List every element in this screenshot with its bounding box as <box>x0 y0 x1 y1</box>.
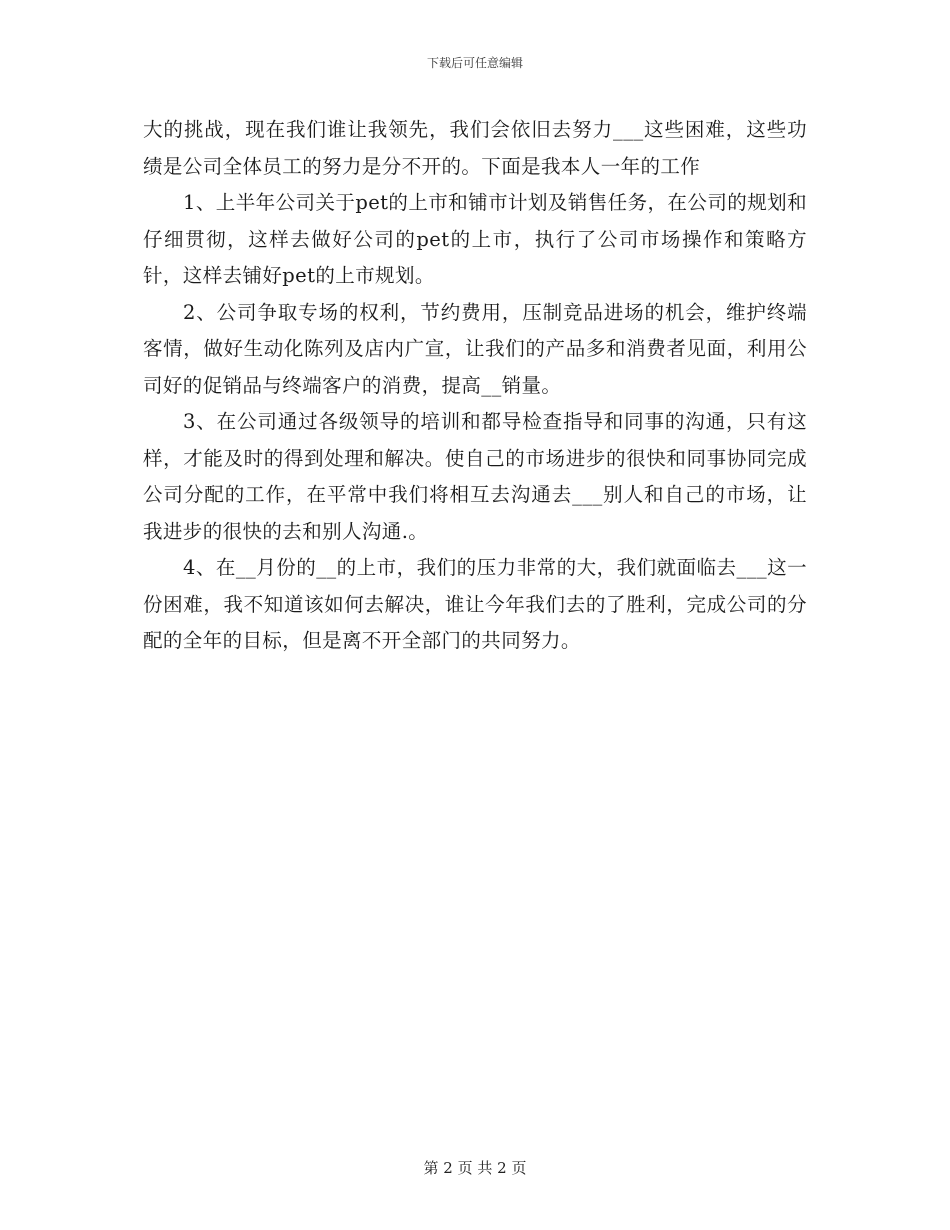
page-footer-number: 第 2 页 共 2 页 <box>423 1159 527 1177</box>
paragraph-continuation: 大的挑战，现在我们谁让我领先，我们会依旧去努力___这些困难，这些功绩是公司全体员工的努力是分不开的。下面是我本人一年的工作 <box>143 118 807 178</box>
paragraph-item-1: 1、上半年公司关于pet的上市和铺市计划及销售任务，在公司的规划和仔细贯彻，这样去做好公司的pet的上市，执行了公司市场操作和策略方针，这样去铺好pet的上市规划。 <box>143 191 807 287</box>
page-header-note: 下载后可任意编辑 <box>426 56 523 70</box>
paragraph-item-3: 3、在公司通过各级领导的培训和都导检查指导和同事的沟通，只有这样，才能及时的得到处理和解决。使自己的市场进步的很快和同事协同完成公司分配的工作，在平常中我们将相互去沟通去___别人和自己的市场，让我进步的很快的去和别人沟通.。 <box>143 410 807 543</box>
paragraph-item-4: 4、在__月份的__的上市，我们的压力非常的大，我们就面临去___这一份困难，我不知道该如何去解决，谁让今年我们去的了胜利，完成公司的分配的全年的目标，但是离不开全部门的共同努力。 <box>143 556 807 652</box>
paragraph-item-2: 2、公司争取专场的权利，节约费用，压制竞品进场的机会，维护终端客情，做好生动化陈列及店内广宣，让我们的产品多和消费者见面，利用公司好的促销品与终端客户的消费，提高__销量。 <box>143 300 807 397</box>
document-body <box>143 112 807 660</box>
